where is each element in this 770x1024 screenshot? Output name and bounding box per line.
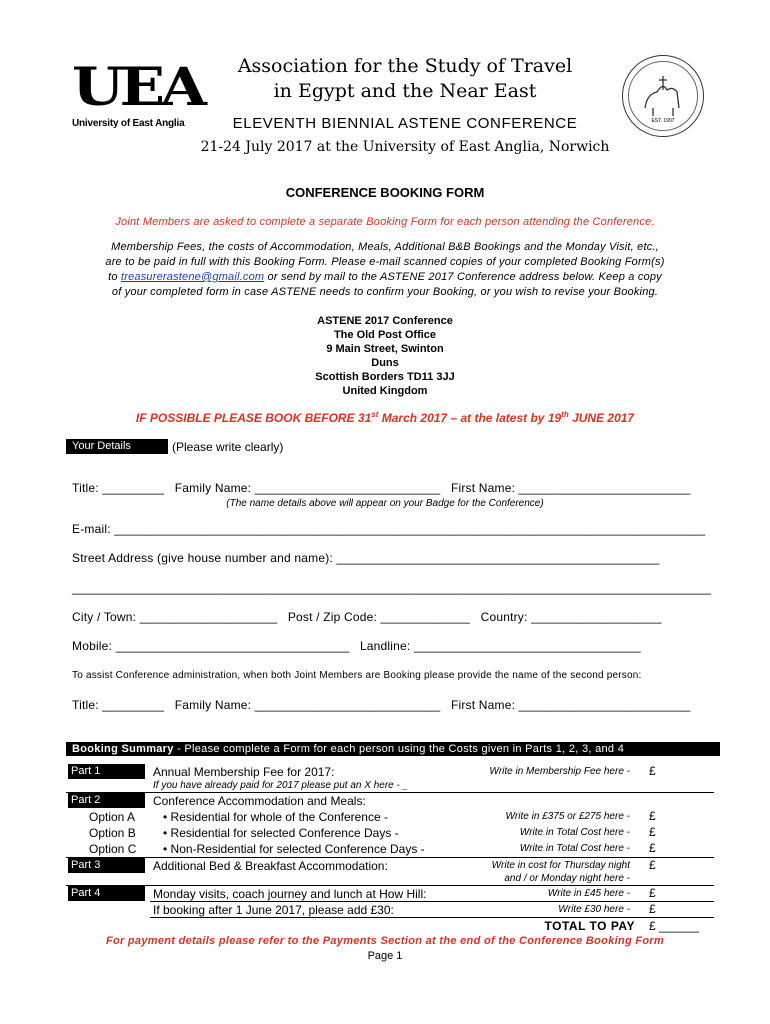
- conference-dates: 21-24 July 2017 at the University of East Anglia, Norwich: [200, 139, 610, 155]
- option-a-amount[interactable]: £: [649, 809, 656, 823]
- country-field[interactable]: Country: ___________________: [480, 610, 662, 624]
- option-c-amount[interactable]: £: [649, 841, 656, 855]
- uea-logo: [72, 57, 203, 130]
- title-field[interactable]: Title: _________: [72, 481, 165, 495]
- part4-amount[interactable]: £: [649, 886, 656, 900]
- city-field[interactable]: City / Town: ____________________: [72, 610, 278, 624]
- option-c-label: Option C: [89, 842, 137, 856]
- treasurer-email-link[interactable]: treasurerastene@gmail.com: [120, 271, 265, 283]
- your-details-heading: Your Details: [66, 439, 168, 454]
- zip-field[interactable]: Post / Zip Code: _____________: [287, 610, 470, 624]
- joint-members-note: Joint Members are asked to complete a separate Booking Form for each person attending the Conference.: [115, 216, 655, 228]
- landline-field[interactable]: Landline: _________________________________: [359, 639, 641, 653]
- late-fee-instruction: Write £30 here -: [558, 904, 630, 915]
- part3-label: Part 3: [68, 858, 145, 873]
- option-a-desc: • Residential for whole of the Conference -: [163, 810, 388, 824]
- total-label: TOTAL TO PAY: [544, 919, 635, 933]
- part1-label: Part 1: [68, 764, 145, 779]
- astene-seal: [622, 55, 704, 137]
- option-b-label: Option B: [89, 826, 136, 840]
- option-b-instruction: Write in Total Cost here -: [519, 827, 630, 838]
- part4-desc: Monday visits, coach journey and lunch at How Hill:: [153, 887, 427, 901]
- part1-paid-checkbox[interactable]: If you have already paid for 2017 please put an X here - _: [153, 780, 409, 791]
- conference-title: ELEVENTH BIENNIAL ASTENE CONFERENCE: [232, 115, 578, 132]
- option-b-desc: • Residential for selected Conference Days -: [163, 826, 399, 840]
- part2-label: Part 2: [68, 793, 145, 808]
- email-field[interactable]: E-mail: ______________________________________________________________________________________: [72, 522, 706, 536]
- part3-instruction-2: and / or Monday night here -: [504, 873, 630, 884]
- uea-logo-mark: UEA: [72, 57, 203, 118]
- part2-desc: Conference Accommodation and Meals:: [153, 794, 366, 808]
- camel-rider-icon: [623, 56, 703, 136]
- write-clearly-hint: (Please write clearly): [172, 440, 284, 454]
- street-address-line-2[interactable]: _____________________________________________________________________________________________: [72, 581, 712, 595]
- option-c-instruction: Write in Total Cost here -: [519, 843, 630, 854]
- total-amount[interactable]: £ ______: [649, 919, 700, 933]
- late-fee-desc: If booking after 1 June 2017, please add £30:: [153, 903, 394, 917]
- mobile-field[interactable]: Mobile: __________________________________: [72, 639, 350, 653]
- part1-instruction: Write in Membership Fee here -: [489, 766, 630, 777]
- part3-amount[interactable]: £: [649, 858, 656, 872]
- part1-amount[interactable]: £: [649, 764, 656, 778]
- association-title-1: Association for the Study of Travel: [237, 55, 573, 77]
- first-name-field[interactable]: First Name: _________________________: [450, 481, 691, 495]
- badge-note: (The name details above will appear on your Badge for the Conference): [226, 498, 544, 509]
- family-name-field[interactable]: Family Name: ___________________________: [174, 481, 441, 495]
- uea-logo-subtitle: University of East Anglia: [72, 118, 185, 129]
- seal-text: EST. 1997: [651, 118, 675, 124]
- first-name2-field[interactable]: First Name: _________________________: [450, 698, 691, 712]
- option-c-desc: • Non-Residential for selected Conference Days -: [163, 842, 425, 856]
- booking-deadline: IF POSSIBLE PLEASE BOOK BEFORE 31st March 2017 – at the latest by 19th JUNE 2017: [135, 410, 635, 425]
- option-b-amount[interactable]: £: [649, 825, 656, 839]
- payment-note: For payment details please refer to the Payments Section at the end of the Conference Booking Form: [105, 935, 665, 947]
- title2-field[interactable]: Title: _________: [72, 698, 165, 712]
- option-a-label: Option A: [89, 810, 136, 824]
- street-address-field[interactable]: Street Address (give house number and name): _______________________________________________: [72, 551, 660, 565]
- option-a-instruction: Write in £375 or £275 here -: [505, 811, 630, 822]
- mailing-address: ASTENE 2017 Conference The Old Post Office 9 Main Street, Swinton Duns Scottish Borders TD11 3JJ United Kingdom: [315, 315, 455, 397]
- part3-desc: Additional Bed & Breakfast Accommodation:: [153, 859, 388, 873]
- booking-summary-heading: Booking Summary - Please complete a Form for each person using the Costs given in Parts 1, 2, 3, and 4: [66, 742, 720, 756]
- fees-paragraph: Membership Fees, the costs of Accommodation, Meals, Additional B&B Bookings and the Monday Visit, etc., are to be paid in full with this Booking Form. Please e-mail scanned copies of your completed Booking Form(s) to treasurerastene@gmail.com or send by mail to the ASTENE 2017 Conference address below. Keep a copy of your completed form in case ASTENE needs to confirm your Booking, or you wish to revise your Booking.: [105, 241, 665, 298]
- late-fee-amount[interactable]: £: [649, 902, 656, 916]
- form-title: CONFERENCE BOOKING FORM: [285, 185, 485, 200]
- joint-member-note: To assist Conference administration, when both Joint Members are Booking please provide the name of the second person:: [72, 670, 642, 681]
- family-name2-field[interactable]: Family Name: ___________________________: [174, 698, 441, 712]
- part1-desc: Annual Membership Fee for 2017:: [153, 765, 335, 779]
- part3-instruction-1: Write in cost for Thursday night: [491, 860, 630, 871]
- page-number: Page 1: [367, 950, 403, 962]
- part4-instruction: Write in £45 here -: [547, 888, 630, 899]
- association-title-2: in Egypt and the Near East: [273, 80, 537, 102]
- part4-label: Part 4: [68, 886, 145, 901]
